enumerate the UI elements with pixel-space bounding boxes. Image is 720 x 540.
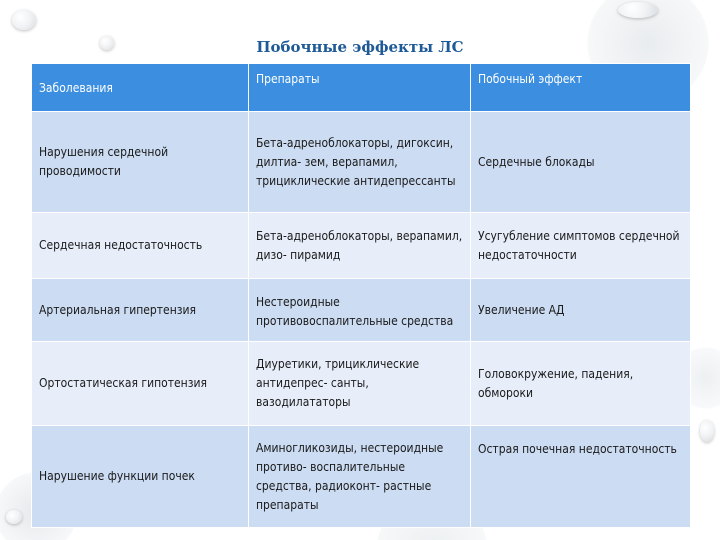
- table-cell-disease: Сердечная недостаточность: [32, 213, 249, 279]
- header-cell-side-effect: Побочный эффект: [471, 64, 691, 112]
- water-drop-decoration: [618, 2, 658, 18]
- table-cell-effect: Усугубление симптомов сердечной недостаточности: [471, 213, 691, 279]
- table-cell-effect: Сердечные блокады: [471, 112, 691, 213]
- table-cell-disease: Нарушения сердечной проводимости: [32, 112, 249, 213]
- slide-title: Побочные эффекты ЛС: [256, 38, 464, 56]
- table-row: [32, 112, 691, 213]
- table-cell-drugs: Диуретики, трициклические антидепрес- санты, вазодилататоры: [249, 342, 471, 426]
- table-cell-effect: Головокружение, падения, обмороки: [471, 342, 691, 426]
- table-row: [32, 213, 691, 279]
- table-cell-drugs: Бета-адреноблокаторы, верапамил, дизо- пирамид: [249, 213, 471, 279]
- header-cell-drugs: Препараты: [249, 64, 471, 112]
- table-row: [32, 342, 691, 426]
- table-cell-effect: Увеличение АД: [471, 279, 691, 342]
- water-drop-decoration: [700, 420, 714, 442]
- header-cell-diseases: Заболевания: [32, 64, 249, 112]
- table-row: [32, 279, 691, 342]
- table-header-row: [32, 64, 691, 112]
- side-effects-table: [31, 63, 691, 528]
- table-cell-drugs: Бета-адреноблокаторы, дигоксин, дилтиа- зем, верапамил, трициклические антидепрессанты: [249, 112, 471, 213]
- table-cell-drugs: Аминогликозиды, нестероидные противо- воспалительные средства, радиоконт- растные препараты: [249, 426, 471, 528]
- table-cell-disease: Артериальная гипертензия: [32, 279, 249, 342]
- water-drop-decoration: [12, 10, 36, 30]
- table-cell-disease: Нарушение функции почек: [32, 426, 249, 528]
- table-cell-drugs: Нестероидные противовоспалительные средства: [249, 279, 471, 342]
- table-cell-disease: Ортостатическая гипотензия: [32, 342, 249, 426]
- water-drop-decoration: [6, 510, 22, 524]
- table-row: [32, 426, 691, 528]
- table-cell-effect: Острая почечная недостаточность: [471, 426, 691, 528]
